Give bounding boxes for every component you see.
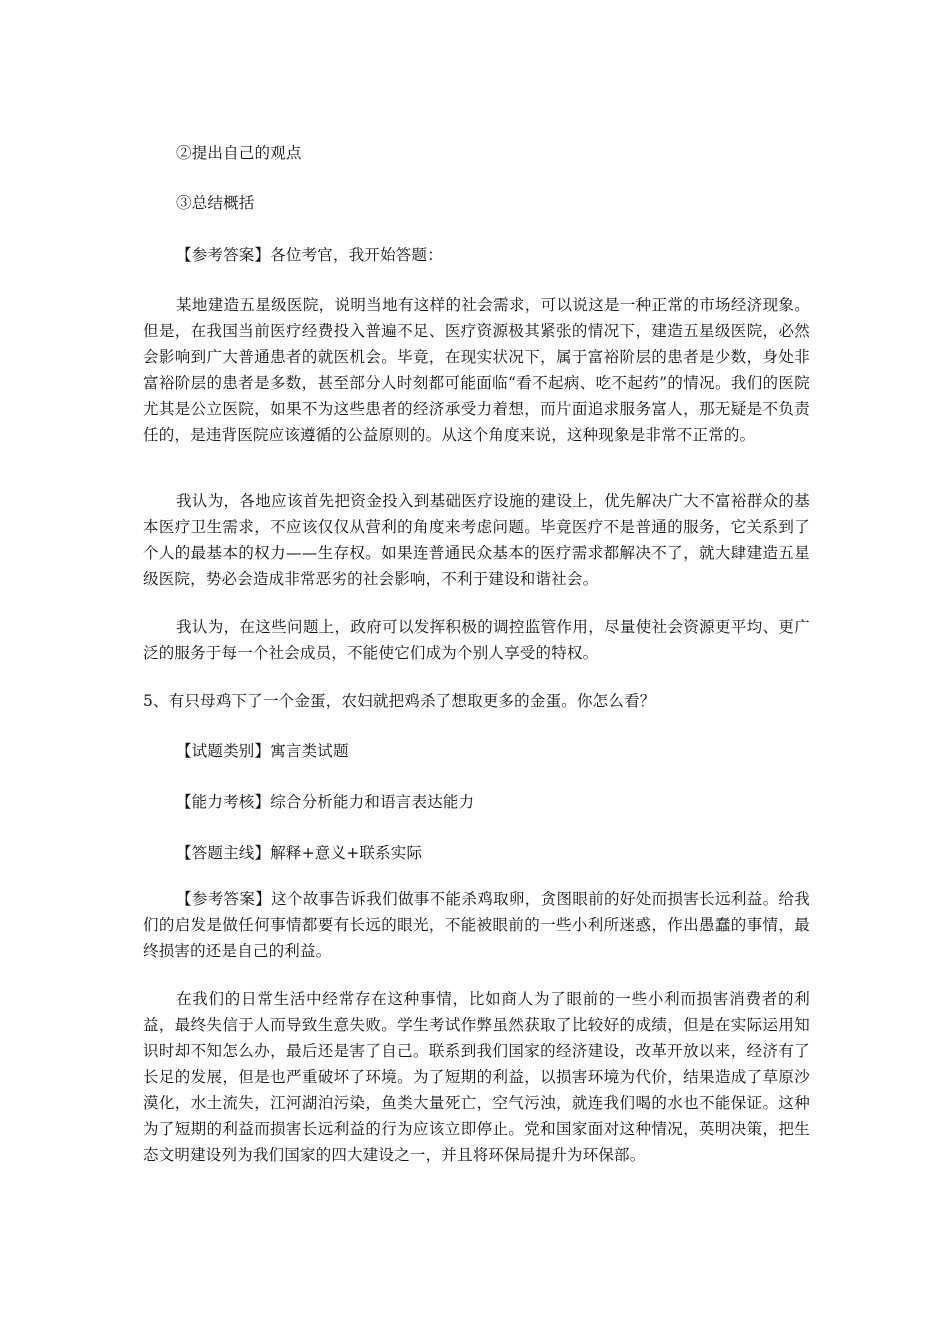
- answer-intro: 【参考答案】各位考官，我开始答题：: [176, 246, 443, 264]
- outline-point-2: ②提出自己的观点: [176, 144, 302, 162]
- answer-paragraph-4: 在我们的日常生活中经常存在这种事情，比如商人为了眼前的一些小利而损害消费者的利益，最终失信于人而导致生意失败。学生考试作弊虽然获取了比较好的成绩，但是在实际运用知识时却不知怎么办，最后还是害了自己。联系到我们国家的经济建设，改革开放以来，经济有了长足的发展，但是也严重破坏了环境。为了短期的利益，以损害环境为代价，结果造成了草原沙漠化，水土流失，江河湖泊污染，鱼类大量死亡，空气污浊，就连我们喝的水也不能保证。这种为了短期的利益而损害长远利益的行为应该立即停止。党和国家面对这种情况，英明决策，把生态文明建设列为我们国家的四大建设之一，并且将环保局提升为环保部。: [143, 990, 810, 1164]
- reference-answer: 【参考答案】这个故事告诉我们做事不能杀鸡取卵，贪图眼前的好处而损害长远利益。给我们的启发是做任何事情都要有长远的眼光，不能被眼前的一些小利所迷惑，作出愚蠢的事情，最终损害的还是自己的利益。: [143, 890, 810, 960]
- answer-paragraph-3: 我认为，在这些问题上，政府可以发挥积极的调控监管作用，尽量使社会资源更平均、更广泛的服务于每一个社会成员，不能使它们成为个别人享受的特权。: [143, 618, 810, 662]
- ability-assessment: 【能力考核】综合分析能力和语言表达能力: [176, 793, 475, 811]
- answer-paragraph-1: 某地建造五星级医院，说明当地有这样的社会需求，可以说这是一种正常的市场经济现象。但是，在我国当前医疗经费投入普遍不足、医疗资源极其紧张的情况下，建造五星级医院，必然会影响到广大普通患者的就医机会。毕竟，在现实状况下，属于富裕阶层的患者是少数，身处非富裕阶层的患者是多数，甚至部分人时刻都可能面临“看不起病、吃不起药”的情况。我们的医院尤其是公立医院，如果不为这些患者的经济承受力着想，而片面追求服务富人，那无疑是不负责任的，是违背医院应该遵循的公益原则的。从这个角度来说，这种现象是非常不正常的。: [143, 296, 810, 444]
- answer-paragraph-2: 我认为，各地应该首先把资金投入到基础医疗设施的建设上，优先解决广大不富裕群众的基本医疗卫生需求，不应该仅仅从营利的角度来考虑问题。毕竟医疗不是普通的服务，它关系到了个人的最基本的权力——生存权。如果连普通民众基本的医疗需求都解决不了，就大肆建造五星级医院，势必会造成非常恶劣的社会影响，不利于建设和谐社会。: [143, 492, 810, 588]
- question-category: 【试题类别】寓言类试题: [176, 742, 349, 760]
- question-5: 5、有只母鸡下了一个金蛋，农妇就把鸡杀了想取更多的金蛋。你怎么看？: [143, 692, 656, 710]
- answer-mainline: 【答题主线】解释+意义+联系实际: [176, 844, 423, 862]
- outline-point-3: ③总结概括: [176, 194, 255, 212]
